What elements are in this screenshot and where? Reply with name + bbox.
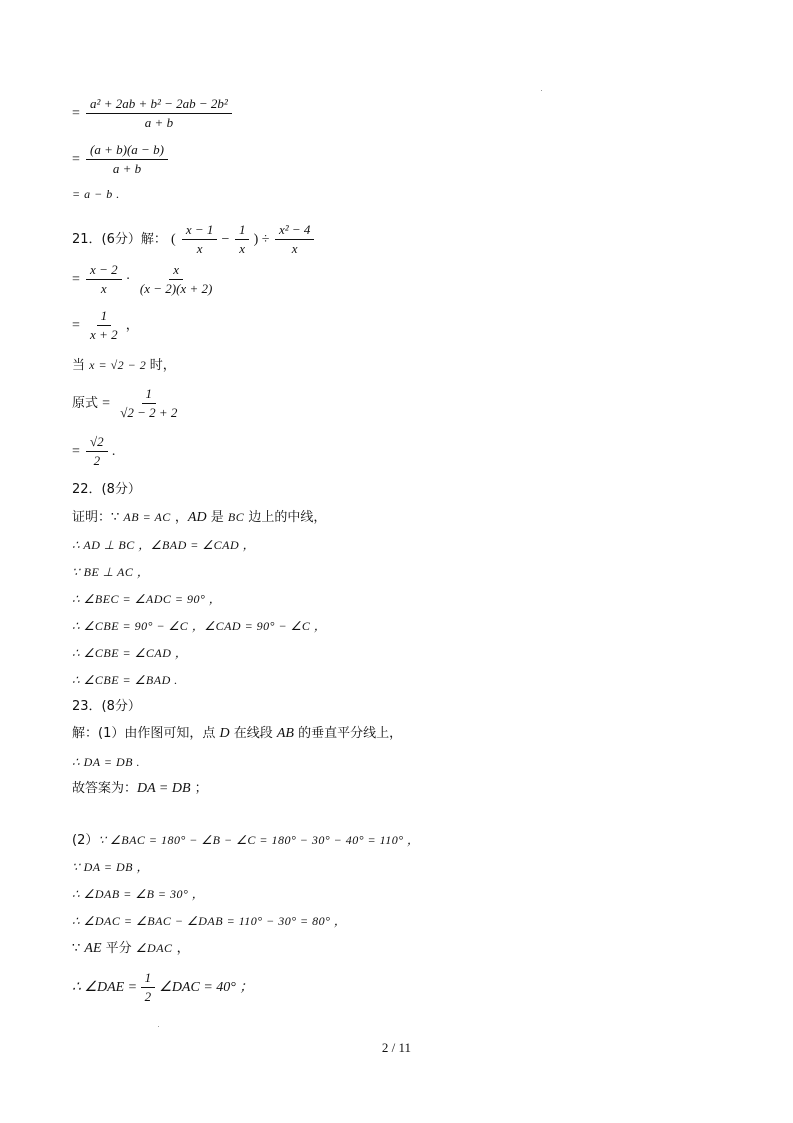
q21-step-2 (72, 308, 139, 343)
fraction (86, 308, 122, 343)
fraction (275, 222, 314, 257)
q22-line-1 (72, 509, 326, 526)
denominator: x (291, 241, 298, 256)
question-number: 21．(6分）解： (72, 232, 167, 247)
math: AB (276, 726, 294, 741)
numerator: a² + 2ab + b² − 2ab − 2b² (86, 96, 232, 114)
comma: ， (125, 318, 139, 333)
equals-sign: = (72, 318, 80, 333)
text: 是 (206, 510, 228, 525)
text: 的垂直平分线上， (293, 726, 403, 741)
fraction (86, 142, 168, 177)
q22-line-4: ∴ ∠BEC = ∠ADC = 90° ， (72, 592, 222, 606)
q23-line-7: ∴ ∠DAC = ∠BAC − ∠DAB = 110° − 30° = 80° ， (72, 914, 347, 928)
q22-header: 22．(8分） (72, 482, 141, 497)
denominator: 2 (93, 453, 101, 468)
text: 证明：∵ (72, 510, 124, 525)
numerator: (a + b)(a − b) (86, 142, 168, 160)
text: (2） (72, 833, 99, 848)
text: ， (170, 510, 188, 525)
paren-open: ( (171, 232, 176, 247)
math: AD (187, 510, 207, 525)
q22-line-2: ∴ AD ⊥ BC ，∠BAD = ∠CAD ， (72, 538, 256, 552)
math: ∵ ∠BAC = 180° − ∠B − ∠C = 180° − 30° − 40° = 110° ， (98, 833, 420, 847)
numerator: x² − 4 (275, 222, 314, 240)
original-label: 原式 (72, 396, 99, 411)
equals-sign: = (72, 152, 80, 167)
stray-mark (541, 90, 542, 91)
q23-line-2: ∴ DA = DB . (72, 755, 141, 769)
denominator: x (239, 241, 246, 256)
paren-close-divide: ) ÷ (253, 232, 273, 247)
equals-sign: = (102, 396, 111, 411)
text: 边上的中线， (244, 510, 327, 525)
denominator: x (196, 241, 203, 256)
numerator: x − 1 (182, 222, 218, 240)
text: 解：(1）由作图可知，点 (72, 726, 220, 741)
step-line-3: = a − b . (72, 187, 120, 201)
stray-mark (158, 1026, 159, 1027)
numerator: 1 (235, 222, 250, 240)
q21-original (72, 386, 181, 421)
q23-line-1 (72, 726, 402, 742)
multiply-dot: · (125, 272, 134, 287)
q22-line-7: ∴ ∠CBE = ∠BAD . (72, 673, 178, 687)
math: DA = DB (137, 781, 191, 796)
fraction (86, 262, 122, 297)
math: BC (227, 510, 245, 524)
fraction (141, 970, 156, 1005)
when-math: x = √2 − 2 (89, 358, 150, 372)
q23-line-6: ∴ ∠DAB = ∠B = 30° ， (72, 887, 205, 901)
when-prefix: 当 (72, 358, 86, 373)
math: D (219, 726, 230, 741)
denominator: (x − 2)(x + 2) (139, 281, 213, 296)
math: ∠DAC (135, 941, 173, 955)
text: ， (172, 941, 190, 956)
q21-step-1 (72, 262, 216, 297)
text: ∵ (72, 941, 85, 956)
fraction (86, 434, 108, 469)
q21-result (72, 434, 117, 469)
denominator: a + b (112, 161, 142, 176)
text: 在线段 (229, 726, 277, 741)
q23-line-9 (72, 970, 253, 1005)
equals-sign: = (72, 272, 80, 287)
numerator: x (169, 262, 183, 280)
q22-line-3: ∵ BE ⊥ AC ， (72, 565, 150, 579)
fraction (116, 386, 181, 421)
denominator: x + 2 (90, 327, 118, 342)
q23-line-4 (72, 832, 420, 849)
fraction (136, 262, 216, 297)
q23-line-5: ∵ DA = DB ， (72, 860, 150, 874)
minus-sign: − (221, 232, 233, 247)
denominator: x (100, 281, 107, 296)
numerator: 1 (97, 308, 112, 326)
math: AE (84, 941, 102, 956)
q23-line-3 (72, 781, 208, 797)
q22-line-6: ∴ ∠CBE = ∠CAD ， (72, 646, 188, 660)
denominator: a + b (144, 115, 174, 130)
q23-header: 23．(8分） (72, 699, 141, 714)
numerator: 1 (142, 386, 157, 404)
fraction (235, 222, 250, 257)
equals-sign: = (72, 444, 80, 459)
fraction (182, 222, 218, 257)
page-number: 2 / 11 (381, 1040, 412, 1055)
math: ∠DAC = 40° ； (159, 980, 254, 995)
q21-when (72, 357, 176, 374)
equals-sign: = (72, 106, 80, 121)
math: ∴ ∠DAE = (72, 980, 141, 995)
text: ； (190, 781, 208, 796)
denominator: √2 − 2 + 2 (120, 405, 178, 420)
q22-line-5: ∴ ∠CBE = 90° − ∠C ，∠CAD = 90° − ∠C ， (72, 619, 327, 633)
text: 故答案为： (72, 781, 138, 796)
when-suffix: 时， (149, 358, 176, 373)
fraction (86, 96, 232, 131)
step-line-2 (72, 142, 168, 177)
math: AB = AC (123, 510, 171, 524)
text: 平分 (101, 941, 136, 956)
period: . (111, 444, 116, 459)
step-line-1 (72, 96, 232, 131)
q23-line-8 (72, 940, 190, 957)
numerator: 1 (141, 970, 156, 988)
numerator: x − 2 (86, 262, 122, 280)
q21-header (72, 222, 314, 257)
denominator: 2 (144, 989, 152, 1004)
numerator: √2 (86, 434, 108, 452)
